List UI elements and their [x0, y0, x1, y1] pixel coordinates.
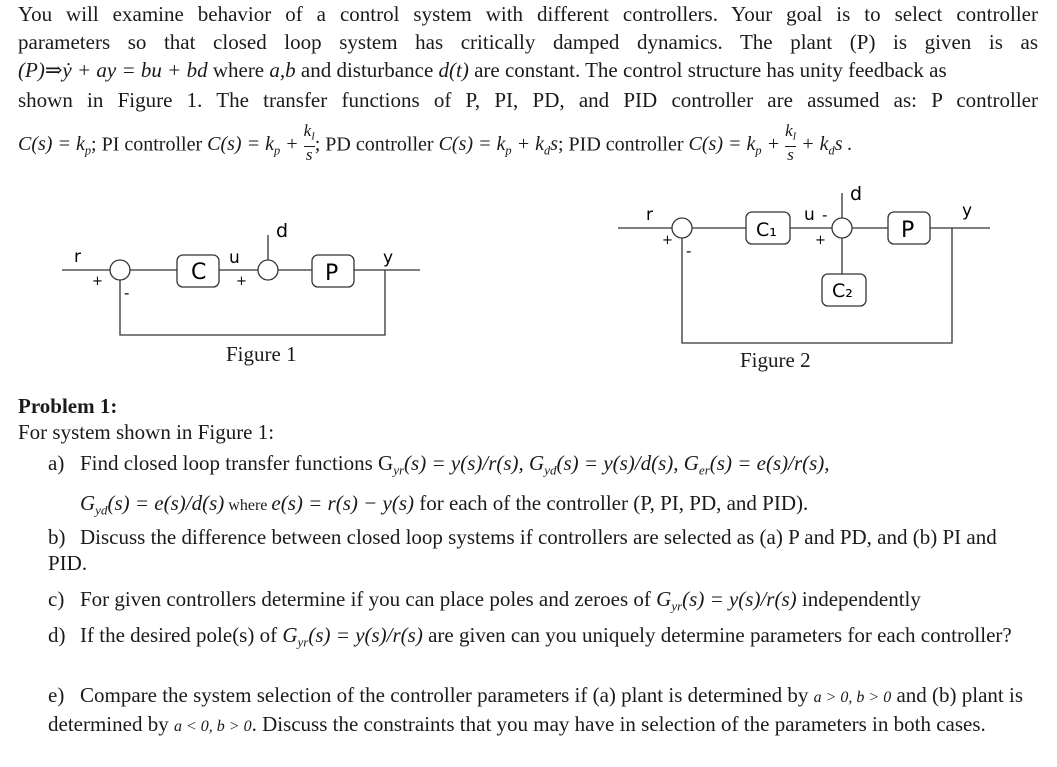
- figure-1-caption: Figure 1: [226, 342, 297, 366]
- item-label: d): [48, 623, 66, 647]
- intro-text: where: [207, 58, 270, 82]
- item-text: Discuss the difference between closed loop systems if controllers are selected as (a) P and PD, and (b) PI and PID.: [48, 525, 997, 575]
- item-text: If the desired pole(s) of $G_{yr}(s) = y(s)/r(s)$ are given can you uniquely determine parameters for each controller?: [80, 623, 1012, 650]
- item-label: e): [48, 683, 65, 707]
- label-c2: C₂: [832, 280, 853, 302]
- problem-heading: Problem 1:: [18, 394, 118, 418]
- item-text: Compare the system selection of the controller parameters if (a) plant is determined by a > 0, b > 0 and (b) plant is determined by a < 0, b > 0. Discuss the constraints that you may have in selection of the parameters in both cases.: [48, 683, 1023, 736]
- label-r: r: [646, 205, 653, 225]
- summing-junction: [832, 218, 852, 238]
- intro-line-2: parameters so that closed loop system has critically damped dynamics. The plant (P) is given is as: [18, 30, 1038, 54]
- item-a-continuation: $G_{yd}(s) = e(s)/d(s)$ where e(s) = r(s) − y(s) for each of the controller (P, PI, PD, and PID).: [80, 490, 809, 518]
- label-y: y: [962, 201, 973, 221]
- intro-line-3: [18, 58, 1038, 82]
- label-u: u: [804, 205, 815, 225]
- pd-controller-eq: $C(s) = k_p + k_ds$: [438, 133, 558, 158]
- sep-text: ; PD controller: [314, 133, 439, 156]
- fraction-ki-s: $\frac{k_I}{s}$: [785, 121, 797, 164]
- intro-text: and disturbance: [295, 58, 439, 82]
- item-label: c): [48, 587, 65, 611]
- label-c: C: [191, 260, 207, 285]
- param-ab: a,b: [269, 58, 296, 82]
- feedback-path: [120, 270, 385, 335]
- label-p: P: [325, 261, 339, 286]
- intro-text: are constant. The control structure has unity feedback as: [468, 58, 947, 82]
- label-plus: +: [662, 233, 673, 248]
- intro-line-1: You will examine behavior of a control system with different controllers. Your goal is to select controller: [18, 2, 1038, 26]
- fraction-ki-s: $\frac{k_I}{s}$: [303, 121, 315, 164]
- label-plus: +: [92, 274, 103, 289]
- intro-line-5: [18, 121, 853, 166]
- problem-item-b: [48, 524, 1038, 576]
- label-minus: -: [822, 206, 828, 224]
- p-controller-eq: $C(s) = k_p$: [18, 133, 92, 158]
- item-label: a): [48, 451, 65, 475]
- figure-2-diagram: [590, 178, 1010, 358]
- pid-controller-eq: $C(s) = k_p$ + $\frac{k_I}{s}$ + $k_ds$ .: [688, 121, 853, 164]
- problem-item-e: [48, 682, 1038, 740]
- label-d: d: [276, 220, 289, 242]
- sep-text: ; PID controller: [558, 133, 689, 156]
- figure-2-caption: Figure 2: [740, 348, 811, 372]
- label-y: y: [383, 248, 394, 268]
- problem-item-d: [48, 622, 1038, 656]
- intro-line-4: shown in Figure 1. The transfer functions of P, PI, PD, and PID controller are assumed as: P controller: [18, 88, 1038, 112]
- problem-intro: For system shown in Figure 1:: [18, 420, 275, 444]
- summing-junction: [258, 260, 278, 280]
- label-u: u: [229, 248, 240, 268]
- item-text: For given controllers determine if you can place poles and zeroes of $G_{yr}(s) = y(s)/r(s)$ independently: [80, 587, 921, 614]
- label-plus: +: [236, 274, 247, 289]
- label-r: r: [74, 247, 81, 267]
- item-label: b): [48, 525, 66, 549]
- problem-item-c: [48, 586, 1038, 620]
- label-p: P: [901, 218, 915, 243]
- sep-text: ; PI controller: [91, 133, 208, 156]
- item-text: Find closed loop transfer functions $G_{yr}(s) = y(s)/r(s)$, $G_{yd}(s) = y(s)/d(s)$, $G_{er}(s) = e(s)/r(s)$,: [80, 451, 830, 478]
- plant-equation: (P)⇒ẏ + ay = bu + bd: [18, 58, 208, 82]
- summing-junction: [672, 218, 692, 238]
- problem-item-a: [48, 450, 1038, 523]
- disturbance-symbol: d(t): [438, 58, 469, 82]
- summing-junction: [110, 260, 130, 280]
- pi-controller-eq: $C(s) = k_p$ + $\frac{k_I}{s}$: [207, 121, 315, 164]
- figure-1-diagram: [40, 205, 440, 355]
- label-minus: -: [124, 284, 130, 302]
- label-minus: -: [686, 242, 692, 260]
- label-d: d: [850, 183, 863, 205]
- label-plus: +: [815, 233, 826, 248]
- label-c1: C₁: [756, 219, 777, 241]
